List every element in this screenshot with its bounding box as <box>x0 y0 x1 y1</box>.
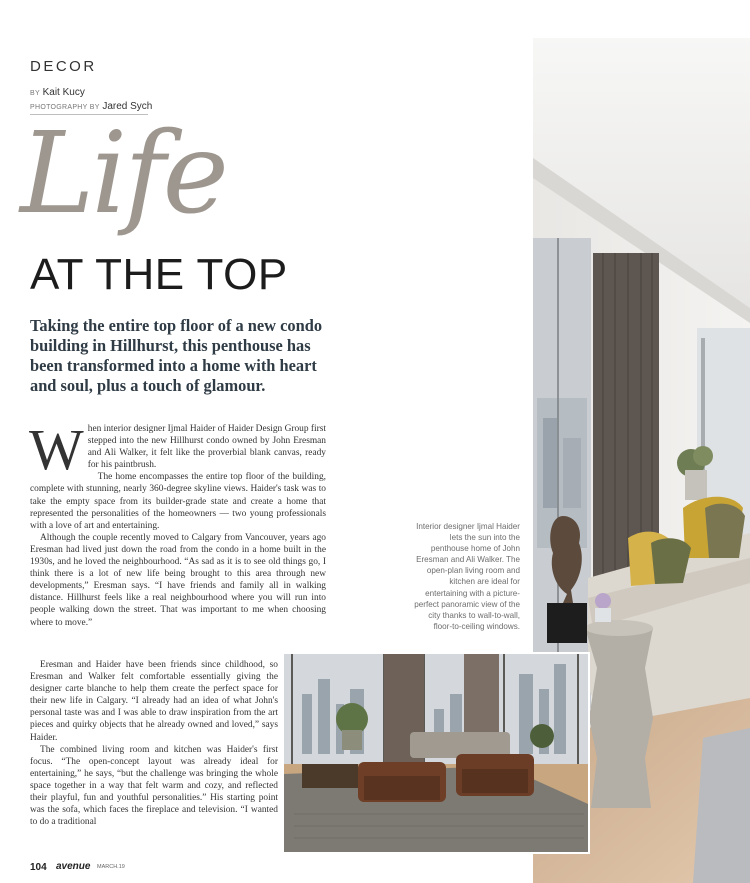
author-name: Kait Kucy <box>42 87 85 98</box>
issue-date: MARCH.19 <box>97 864 125 870</box>
inset-living-room-photo <box>284 654 588 852</box>
photo-caption: Interior designer Ijmal Haider lets the sun into the penthouse home of John Eresman and Ali Walker. The open-plan living room and kitchen are ideal for entertaining with a picture-perfect panoramic view of the city thanks to wall-to-wall, floor-to-ceiling windows. <box>414 522 520 631</box>
article-body-lower <box>30 659 278 828</box>
page-number: 104 <box>30 862 47 873</box>
byline-prefix: BY <box>30 90 40 97</box>
article-body-upper <box>29 417 326 629</box>
byline <box>30 86 152 100</box>
paragraph-1-text: hen interior designer Ijmal Haider of Haider Design Group first stepped into the new Hillhurst condo owned by John Eresman and Ali Walker, it felt like the proverbial blank canvas, ready for his paintbrush. <box>87 424 326 471</box>
section-label: DECOR <box>30 58 97 75</box>
paragraph-3: Although the couple recently moved to Calgary from Vancouver, years ago Eresman had lived just down the road from the condo in a home built in the 1930s, and he loved the neighbourhood. “As sad as it is to see old things go, I think there is a lot of new life being brought to this area through new developments,” Eresman says. “I have friends and family all in walking distance. Hillhurst feels like a real neighbourhood where you will run into people walking down the street. That was important to me when choosing where to move.” <box>30 532 326 628</box>
paragraph-1 <box>29 417 326 482</box>
title-main: AT THE TOP <box>30 250 288 299</box>
paragraph-4: Eresman and Haider have been friends since childhood, so Eresman and Walker felt comfortable essentially giving the designer carte blanche to help them create the perfect space for their new life in Calgary. “I already had an idea of what John's personal taste was and I was able to draw inspiration from the art pieces and quirky objects that he already owned and loved,” says Haider. <box>30 660 278 743</box>
photographer-name: Jared Sych <box>102 101 153 112</box>
drop-cap: W <box>29 417 84 482</box>
title-script-word: Life <box>20 109 226 239</box>
paragraph-5: The combined living room and kitchen was Haider's first focus. “The open-concept layout was already ideal for entertaining,” he says, “but the challenge was bringing the whole space together in a way that felt warm and cozy, and reflected their playful, fun and youthful personalities.” His starting point was the sofa, which faces the fireplace and television. “I wanted to do a traditional <box>30 744 278 828</box>
paragraph-2: The home encompasses the entire top floor of the building, complete with stunning, nearly 360-degree skyline views. Haider's task was to take the empty space from its builder-grade state and create a home that represented the personalities of the homeowners — two young professionals with a love of art and entertaining. <box>30 472 326 531</box>
photo-credit-prefix: PHOTOGRAPHY BY <box>30 104 100 111</box>
deck-subtitle: Taking the entire top floor of a new condo building in Hillhurst, this penthouse has been transformed into a home with heart and soul, plus a touch of glamour. <box>30 316 323 395</box>
magazine-name: avenue <box>56 861 91 872</box>
